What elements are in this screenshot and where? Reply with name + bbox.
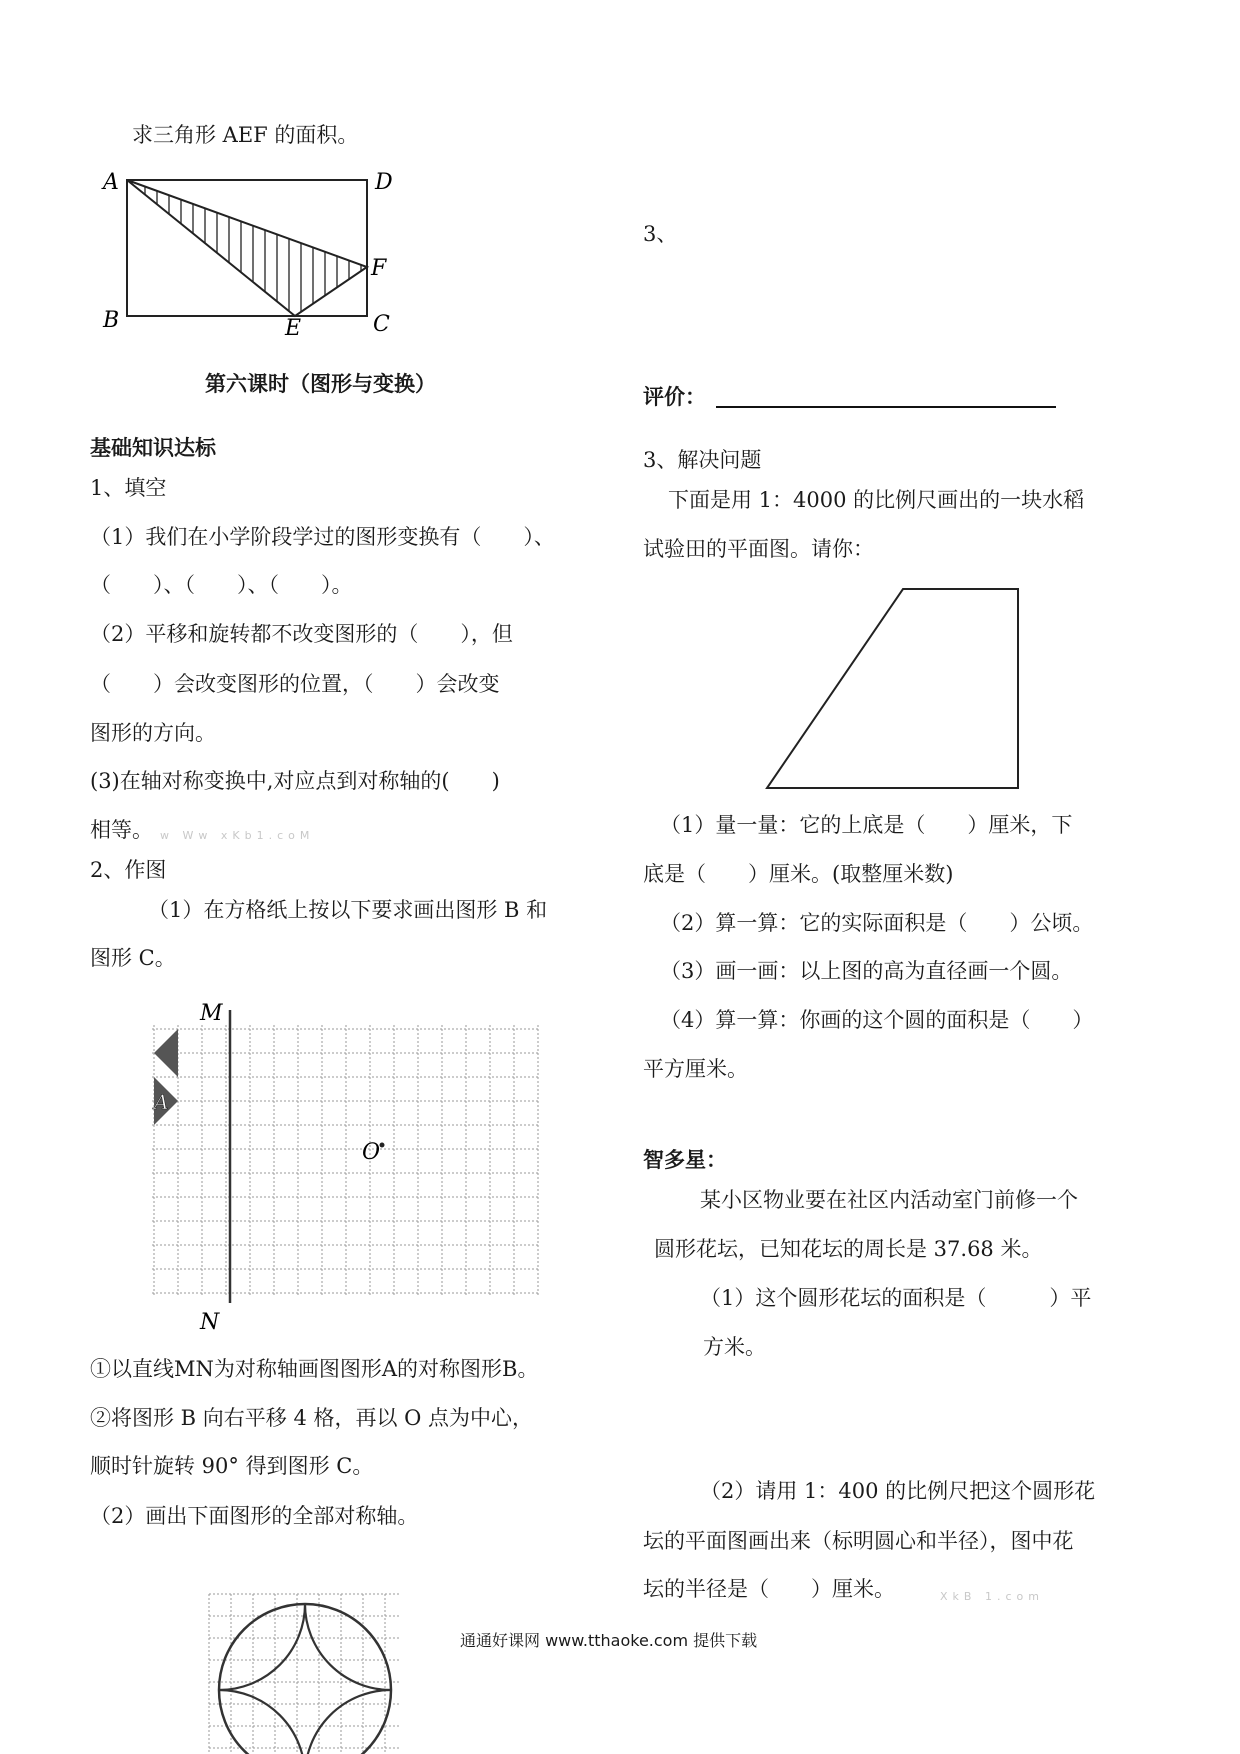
label-d: D <box>375 170 393 195</box>
step-2: ②将图形 B 向右平移 4 格，再以 O 点为中心， <box>90 1406 534 1430</box>
intro-text: 求三角形 AEF 的面积。 <box>132 123 359 147</box>
watermark-2: XkB 1.com <box>940 1590 1044 1603</box>
circle-symmetry-figure <box>205 1590 405 1754</box>
q3-s1-line1: （1）量一量：它的上底是（ ）厘米，下 <box>660 813 1073 837</box>
zhi-line1: 某小区物业要在社区内活动室门前修一个 <box>700 1188 1078 1212</box>
q3-para-line1: 下面是用 1：4000 的比例尺画出的一块水稻 <box>668 488 1085 512</box>
q1-heading: 1、填空 <box>90 476 167 500</box>
shape-a-upper <box>154 1029 178 1077</box>
q2-1-line2: 图形 C。 <box>90 946 176 970</box>
step-3: 顺时针旋转 90° 得到图形 C。 <box>90 1454 374 1478</box>
q3-s2: （2）算一算：它的实际面积是（ ）公顷。 <box>660 911 1094 935</box>
zhi-q2-line2: 坛的平面图画出来（标明圆心和半径），图中花 <box>643 1529 1074 1553</box>
lesson-title: 第六课时（图形与变换） <box>205 372 436 396</box>
label-f: F <box>371 256 387 281</box>
q1-3-line1: (3)在轴对称变换中,对应点到对称轴的( ) <box>90 769 500 793</box>
label-a: A <box>103 170 119 195</box>
label-b: B <box>103 308 120 333</box>
q1-1-line2: （ ）、（ ）、（ ）。 <box>90 573 353 597</box>
q3-s1-line2: 底是（ ）厘米。(取整厘米数) <box>643 862 954 886</box>
evaluation-label: 评价： <box>643 385 706 409</box>
zhi-q2-line1: （2）请用 1：400 的比例尺把这个圆形花 <box>700 1479 1096 1503</box>
right-num-3: 3、 <box>643 222 678 246</box>
q2-2: （2）画出下面图形的全部对称轴。 <box>90 1504 419 1528</box>
q3-s4-line1: （4）算一算：你画的这个圆的面积是（ ） <box>660 1008 1094 1032</box>
label-shape-a: A <box>154 1090 169 1114</box>
label-n: N <box>200 1310 220 1330</box>
q3-para-line2: 试验田的平面图。请你： <box>643 537 874 561</box>
q2-1-line1: （1）在方格纸上按以下要求画出图形 B 和 <box>148 898 548 922</box>
zhi-line2: 圆形花坛，已知花坛的周长是 37.68 米。 <box>654 1237 1043 1261</box>
q3-heading: 3、解决问题 <box>643 448 762 472</box>
q1-3-line2: 相等。 <box>90 818 153 842</box>
label-e: E <box>285 316 302 335</box>
trapezoid-plan <box>760 580 1025 795</box>
rectangle-triangle-figure <box>95 155 415 335</box>
q2-heading: 2、作图 <box>90 858 167 882</box>
q3-s4-line2: 平方厘米。 <box>643 1057 748 1081</box>
evaluation-line <box>716 406 1056 408</box>
q1-2-line3: 图形的方向。 <box>90 721 216 745</box>
zhi-q1-line1: （1）这个圆形花坛的面积是（ ）平 <box>700 1286 1092 1310</box>
q1-2-line2: （ ）会改变图形的位置，（ ）会改变 <box>90 672 500 696</box>
q1-2-line1: （2）平移和旋转都不改变图形的（ ），但 <box>90 622 513 646</box>
q3-s3: （3）画一画：以上图的高为直径画一个圆。 <box>660 959 1073 983</box>
section-heading: 基础知识达标 <box>90 436 216 460</box>
page-footer: 通通好课网 www.tthaoke.com 提供下载 <box>460 1631 758 1650</box>
step-1: ①以直线MN为对称轴画图图形A的对称图形B。 <box>90 1357 539 1381</box>
label-m: M <box>200 1001 223 1026</box>
q1-1-line1: （1）我们在小学阶段学过的图形变换有（ ）、 <box>90 525 555 549</box>
grid-paper-figure <box>140 995 550 1330</box>
zhiduoxing-heading: 智多星： <box>643 1148 727 1172</box>
label-o: O <box>362 1140 381 1165</box>
label-c: C <box>373 312 390 335</box>
watermark-1: w Ww xKb1.coM <box>160 829 315 842</box>
zhi-q2-line3: 坛的半径是（ ）厘米。 <box>643 1577 895 1601</box>
zhi-q1-line2: 方米。 <box>703 1335 766 1359</box>
